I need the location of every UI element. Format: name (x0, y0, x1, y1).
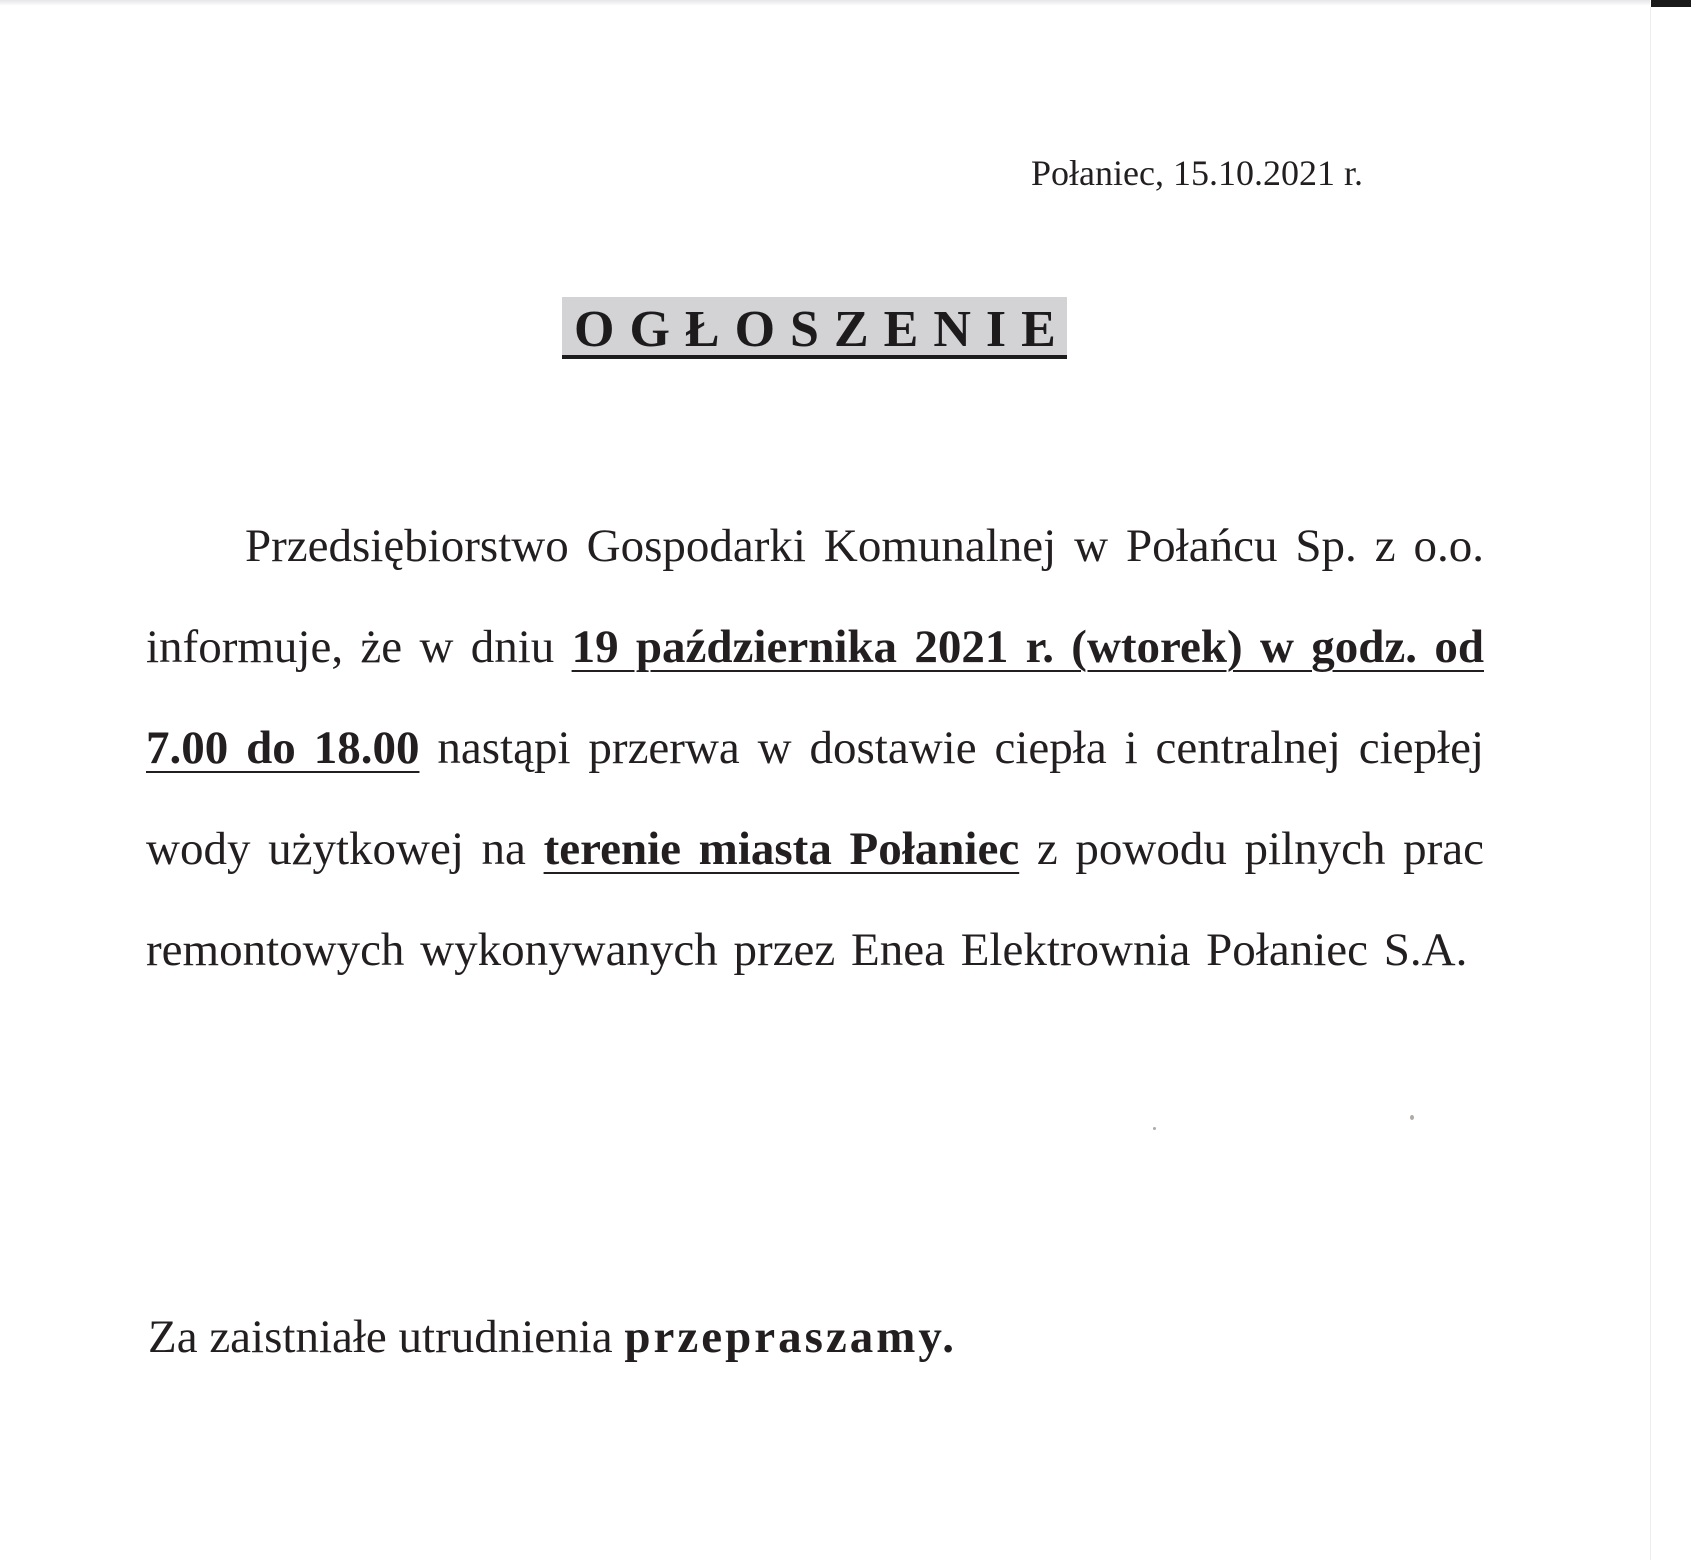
outage-area: terenie miasta Połaniec (543, 823, 1020, 875)
scan-corner-strip (1651, 0, 1691, 7)
body-text-part-2: nastąpi przerwa w dostawie ciepła i centralnej ciepłej wody użytkowej na (146, 722, 1484, 875)
scan-speck (1153, 1127, 1156, 1130)
scan-right-edge (1650, 7, 1651, 1560)
place-and-date: Połaniec, 15.10.2021 r. (1031, 153, 1363, 193)
closing-apology (148, 1302, 957, 1372)
heading-text: OGŁOSZENIE (574, 301, 1071, 358)
body-text-part-3: z powodu pilnych prac remontowych wykonywanych przez Enea Elektrownia Połaniec S.A. (146, 823, 1484, 976)
outage-date-time: 19 października 2021 r. (wtorek) w godz. od 7.00 do 18.00 (146, 621, 1484, 774)
closing-text: Za zaistniałe utrudnienia (148, 1311, 625, 1363)
scan-speck (1410, 1115, 1414, 1120)
body-text-part-1: Przedsiębiorstwo Gospodarki Komunalnej w Połańcu Sp. z o.o. informuje, że w dniu (146, 520, 1484, 673)
announcement-heading (562, 297, 1071, 359)
announcement-body (146, 496, 1484, 1001)
scan-top-edge (0, 0, 1650, 5)
closing-emphasis: przepraszamy. (624, 1311, 958, 1363)
